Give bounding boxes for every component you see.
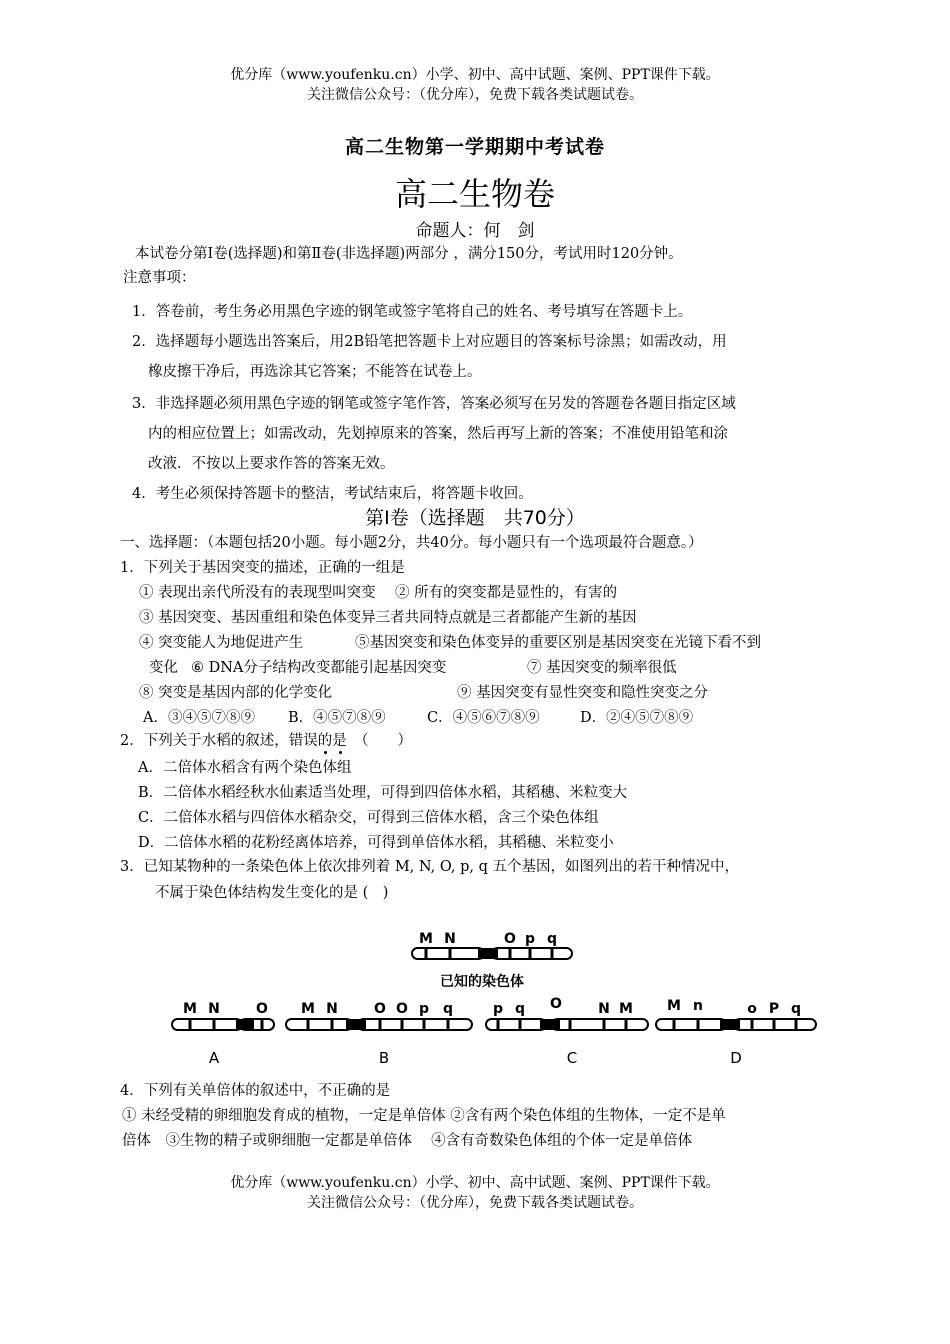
gene-label: N bbox=[598, 1001, 610, 1017]
q2-option-c: C．二倍体水稻与四倍体水稻杂交，可得到三倍体水稻，含三个染色体组 bbox=[138, 810, 599, 826]
note-4: 4．考生必须保持答题卡的整洁，考试结束后，将答题卡收回。 bbox=[132, 486, 533, 502]
gene-label: M bbox=[301, 1001, 315, 1017]
gene-label: O bbox=[374, 1001, 386, 1017]
known-gene-label: p bbox=[524, 931, 536, 947]
q1-option-a: A．③④⑤⑦⑧⑨ bbox=[143, 710, 255, 726]
part1-heading: 一、选择题：（本题包括20小题。每小题2分，共40分。每小题只有一个选项最符合题意。） bbox=[120, 535, 703, 551]
q2-stem: 2．下列关于水稻的叙述，错误的是 （ ） bbox=[120, 733, 412, 749]
gene-label: p bbox=[492, 1001, 504, 1017]
q1-statement-5: ⑤基因突变和染色体变异的重要区别是基因突变在光镜下看不到 bbox=[355, 635, 761, 651]
gene-label: N bbox=[326, 1001, 338, 1017]
chromosome-d bbox=[656, 998, 816, 1067]
q1-statement-7: ⑦ 基因突变的频率很低 bbox=[527, 660, 677, 676]
note-3-cont-1: 内的相应位置上；如需改动，先划掉原来的答案，然后再写上新的答案；不准使用铅笔和涂 bbox=[148, 426, 728, 442]
exam-title: 高二生物第一学期期中考试卷 bbox=[344, 136, 605, 158]
gene-label: q bbox=[790, 1001, 802, 1017]
header-line-1: 优分库（www.youfenku.cn）小学、初中、高中试题、案例、PPT课件下载。 bbox=[230, 67, 720, 83]
gene-label: P bbox=[768, 1001, 780, 1017]
chromosome-figure bbox=[160, 918, 820, 1078]
gene-label: O bbox=[550, 996, 562, 1012]
known-gene-label: M bbox=[419, 931, 433, 947]
q2-option-a: A．二倍体水稻含有两个染色体组 bbox=[138, 760, 352, 776]
q1-statement-4: ④ 突变能人为地促进产生 bbox=[139, 635, 304, 651]
q1-statement-3: ③ 基因突变、基因重组和染色体变异三者共同特点就是三者都能产生新的基因 bbox=[139, 610, 637, 626]
q1-statement-5-cont: 变化 bbox=[149, 660, 178, 676]
q1-statement-2: ② 所有的突变都是显性的，有害的 bbox=[395, 585, 618, 601]
emphasis-dot bbox=[339, 751, 342, 754]
notes-heading: 注意事项： bbox=[123, 270, 196, 286]
q1-option-d: D．②④⑤⑦⑧⑨ bbox=[580, 710, 694, 726]
q4-statements-1: ① 未经受精的卵细胞发育成的植物，一定是单倍体 ②含有两个染色体组的生物体，一定不是单 bbox=[122, 1108, 726, 1124]
gene-label: O bbox=[396, 1001, 408, 1017]
gene-label: n bbox=[693, 998, 703, 1014]
choice-label-b: B bbox=[378, 1049, 390, 1067]
note-3-cont-2: 改液．不按以上要求作答的答案无效。 bbox=[148, 456, 395, 472]
known-gene-label: O bbox=[504, 931, 516, 947]
known-gene-label: q bbox=[546, 931, 558, 947]
gene-label: M bbox=[667, 998, 681, 1014]
known-chromosome-label: 已知的染色体 bbox=[440, 974, 524, 990]
note-2: 2．选择题每小题选出答案后，用2B铅笔把答题卡上对应题目的答案标号涂黑；如需改动，用 bbox=[132, 334, 727, 350]
q2-option-b: B．二倍体水稻经秋水仙素适当处理，可得到四倍体水稻，其稻穗、米粒变大 bbox=[138, 785, 628, 801]
q1-option-c: C．④⑤⑥⑦⑧⑨ bbox=[427, 710, 540, 726]
note-1: 1．答卷前，考生务必用黑色字迹的钢笔或签字笔将自己的姓名、考号填写在答题卡上。 bbox=[132, 304, 693, 320]
author: 命题人：何 剑 bbox=[415, 221, 535, 241]
section-title: 第Ⅰ卷（选择题 共70分） bbox=[365, 507, 585, 529]
note-3: 3．非选择题必须用黑色字迹的钢笔或签字笔作答，答案必须写在另发的答题卷各题目指定区域 bbox=[132, 396, 736, 412]
gene-label: M bbox=[619, 1001, 633, 1017]
paper-title: 高二生物卷 bbox=[394, 175, 555, 213]
gene-label: N bbox=[208, 1001, 220, 1017]
footer-line-1: 优分库（www.youfenku.cn）小学、初中、高中试题、案例、PPT课件下载。 bbox=[230, 1175, 720, 1191]
q3-stem: 3．已知某物种的一条染色体上依次排列着 M, N, O, p, q 五个基因，如图列出的若干种情况中， bbox=[120, 859, 740, 875]
q1-statement-9: ⑨ 基因突变有显性突变和隐性突变之分 bbox=[457, 685, 709, 701]
gene-label: q bbox=[442, 1001, 454, 1017]
note-2-cont: 橡皮擦干净后，再选涂其它答案；不能答在试卷上。 bbox=[148, 364, 482, 380]
chromosome-c bbox=[486, 996, 648, 1067]
q1-statement-6: ⑥ DNA分子结构改变都能引起基因突变 bbox=[191, 660, 447, 676]
header-line-2: 关注微信公众号：（优分库），免费下载各类试题试卷。 bbox=[307, 87, 643, 103]
chromosome-a bbox=[172, 1001, 274, 1067]
known-chromosome bbox=[412, 931, 572, 990]
choice-label-d: D bbox=[730, 1049, 742, 1067]
emphasis-dot bbox=[324, 751, 327, 754]
choice-label-c: C bbox=[566, 1049, 578, 1067]
q1-statement-1: ① 表现出亲代所没有的表现型叫突变 bbox=[139, 585, 376, 601]
q1-option-b: B．④⑤⑦⑧⑨ bbox=[288, 710, 386, 726]
q3-stem-cont: 不属于染色体结构发生变化的是 ( ) bbox=[155, 885, 389, 901]
known-gene-label: N bbox=[444, 931, 456, 947]
gene-label: q bbox=[514, 1001, 526, 1017]
gene-label: o bbox=[747, 1001, 757, 1017]
q2-option-d: D．二倍体水稻的花粉经离体培养，可得到单倍体水稻，其稻穗、米粒变小 bbox=[138, 835, 614, 851]
gene-label: M bbox=[183, 1001, 197, 1017]
q4-statements-2: 倍体 ③生物的精子或卵细胞一定都是单倍体 ④含有奇数染色体组的个体一定是单倍体 bbox=[122, 1133, 693, 1149]
gene-label: p bbox=[418, 1001, 430, 1017]
choice-label-a: A bbox=[208, 1049, 220, 1067]
q4-stem: 4．下列有关单倍体的叙述中，不正确的是 bbox=[120, 1083, 391, 1099]
q1-statement-8: ⑧ 突变是基因内部的化学变化 bbox=[139, 685, 333, 701]
chromosome-b bbox=[286, 1001, 472, 1067]
gene-label: O bbox=[256, 1001, 268, 1017]
q1-stem: 1．下列关于基因突变的描述，正确的一组是 bbox=[120, 560, 405, 576]
intro-text: 本试卷分第Ⅰ卷(选择题)和第Ⅱ卷(非选择题)两部分 ，满分150分，考试用时120分钟。 bbox=[135, 246, 683, 262]
footer-line-2: 关注微信公众号：（优分库），免费下载各类试题试卷。 bbox=[307, 1195, 643, 1211]
